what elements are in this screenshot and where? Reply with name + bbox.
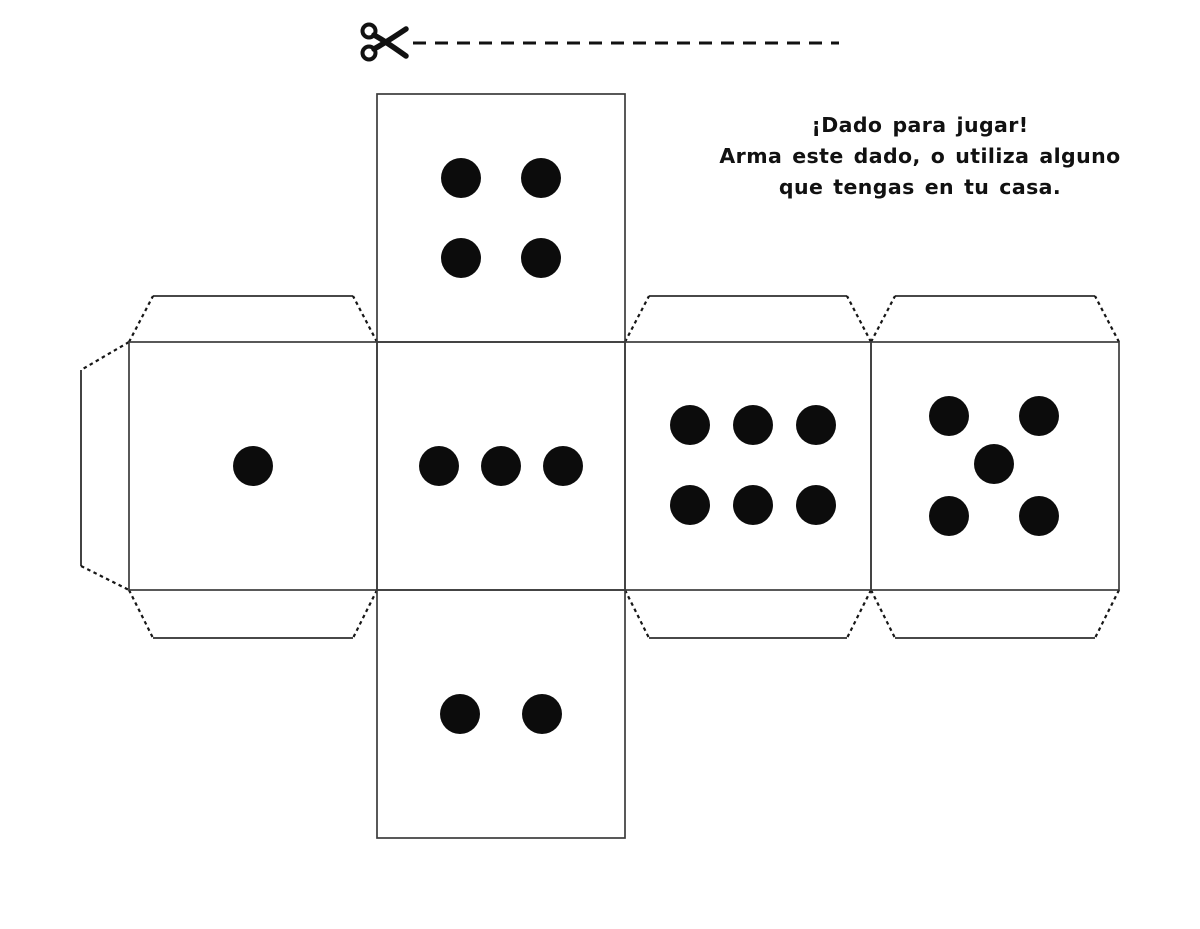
instructions-line-2: Arma este dado, o utiliza alguno xyxy=(719,144,1121,168)
pip xyxy=(543,446,583,486)
pip xyxy=(419,446,459,486)
pip xyxy=(929,396,969,436)
glue-flap-far_right-top xyxy=(871,296,1119,342)
pip xyxy=(670,485,710,525)
pip xyxy=(521,238,561,278)
pip xyxy=(929,496,969,536)
pip xyxy=(1019,396,1059,436)
pip xyxy=(441,158,481,198)
pip xyxy=(522,694,562,734)
pip xyxy=(670,405,710,445)
glue-flap-left-bottom xyxy=(129,590,377,638)
pip xyxy=(974,444,1014,484)
die-face-right xyxy=(625,342,871,590)
pip xyxy=(733,485,773,525)
pip xyxy=(233,446,273,486)
pip xyxy=(441,238,481,278)
die-face-left xyxy=(129,342,377,590)
glue-flap-right-top xyxy=(625,296,871,342)
pip xyxy=(481,446,521,486)
glue-flap-right-bottom xyxy=(625,590,871,638)
die-face-top xyxy=(377,94,625,342)
glue-flap-left-side xyxy=(81,342,129,590)
pip xyxy=(521,158,561,198)
die-face-bottom xyxy=(377,590,625,838)
pip xyxy=(796,405,836,445)
pip xyxy=(440,694,480,734)
pip xyxy=(796,485,836,525)
die-face-far_right xyxy=(871,342,1119,590)
pip xyxy=(733,405,773,445)
die-face-center xyxy=(377,342,625,590)
glue-flap-left-top xyxy=(129,296,377,342)
pip xyxy=(1019,496,1059,536)
glue-flap-far_right-bottom xyxy=(871,590,1119,638)
instructions-line-1: ¡Dado para jugar! xyxy=(811,113,1029,137)
instructions-line-3: que tengas en tu casa. xyxy=(778,175,1062,199)
